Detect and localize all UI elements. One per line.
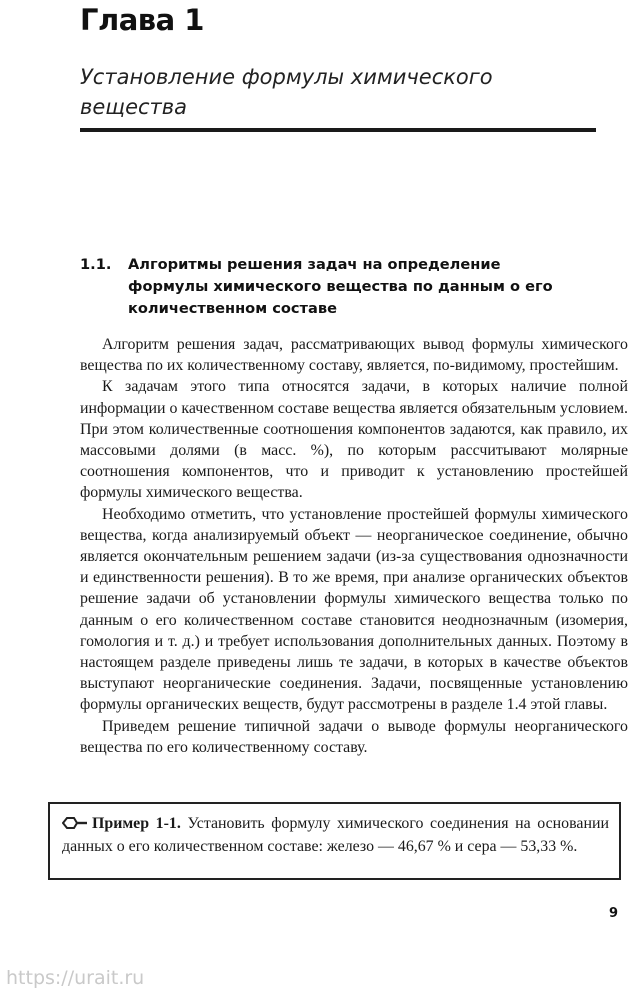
chapter-label: Глава 1 xyxy=(80,3,204,37)
paragraph: Необходимо отметить, что установление простейшей формулы химического вещества, когда анализируемый объект — неорганическое соединение, обычно является окончательным решением задачи (из-за существования однозначности и единственности решения). В то же время, при анализе органических объектов решение задачи об установлении формулы химического вещества только по данным о его количественном составе становится неоднозначным (изомерия, гомология и т. д.) и требует использования дополнительных данных. Поэтому в настоящем разделе приведены лишь те задачи, в которых в качестве объектов выступают неорганические соединения. Задачи, посвященные установлению формулы органических веществ, будут рассмотрены в разделе 1.4 этой главы. xyxy=(80,505,628,714)
page-number: 9 xyxy=(609,906,619,921)
example-label: Пример 1-1. xyxy=(92,815,181,832)
section-title: Алгоритмы решения задач на определение формулы химического вещества по данным о его количественном составе xyxy=(128,256,553,317)
paragraph: Алгоритм решения задач, рассматривающих вывод формулы химического вещества по их количественному составу, является, по-видимому, простейшим. xyxy=(80,336,628,375)
chapter-divider xyxy=(80,128,596,132)
source-watermark: https://urait.ru xyxy=(6,967,145,989)
key-icon xyxy=(62,815,88,836)
section-heading xyxy=(80,254,580,320)
section-number: 1.1. xyxy=(80,256,112,273)
body-text xyxy=(80,334,628,758)
chapter-title: Установление формулы химического вещества xyxy=(80,65,493,119)
paragraph: Приведем решение типичной задачи о выводе формулы неорганического вещества по его количественному составу. xyxy=(80,717,628,756)
example-text: Установить формулу химического соединения на основании данных о его количественном составе: железо — 46,67 % и сера — 53,33 %. xyxy=(62,815,609,856)
example-box xyxy=(48,802,621,880)
paragraph: К задачам этого типа относятся задачи, в которых наличие полной информации о качественном составе вещества является обязательным условием. При этом количественные соотношения компонентов задаются, как правило, их массовыми долями (в масс. %), по которым рассчитывают молярные соотношения компонентов, что и приводит к установлению простейшей формулы химического вещества. xyxy=(80,378,628,502)
